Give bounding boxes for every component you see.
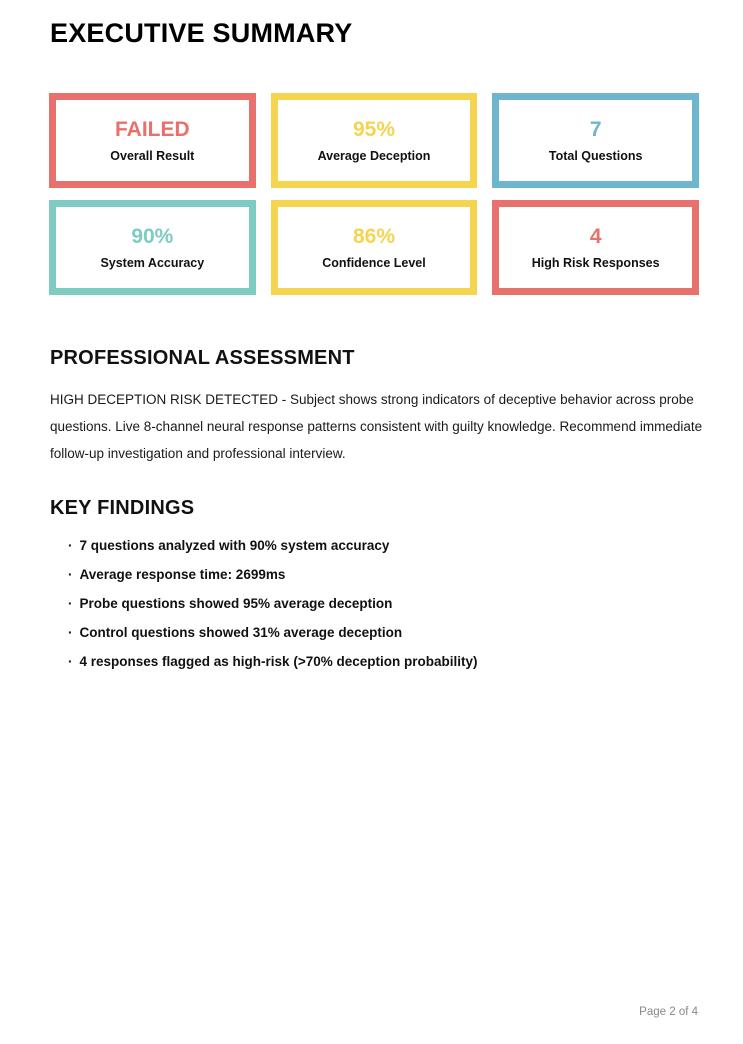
- stat-value: 90%: [131, 225, 174, 249]
- stat-value: FAILED: [114, 118, 190, 142]
- stat-label: Average Deception: [317, 149, 431, 164]
- finding-text: Control questions showed 31% average deception: [79, 625, 403, 641]
- finding-item: [68, 626, 743, 640]
- summary-stats-grid: [49, 93, 699, 295]
- stat-value: 86%: [352, 225, 395, 249]
- bullet-dot: ·: [68, 654, 73, 670]
- stat-card-system-accuracy: [49, 200, 256, 295]
- assessment-body-text: HIGH DECEPTION RISK DETECTED - Subject shows strong indicators of deceptive behavior across probe questions. Live 8-channel neural response patterns consistent with guilty knowledge. Recommend immediate follow-up investigation and professional interview.: [50, 392, 703, 462]
- stat-card-average-deception: [271, 93, 478, 188]
- findings-list: [50, 539, 743, 669]
- finding-text: 7 questions analyzed with 90% system accuracy: [79, 538, 390, 554]
- finding-item: [68, 597, 743, 611]
- page-number: Page 2 of 4: [639, 1006, 698, 1018]
- stat-label: System Accuracy: [100, 256, 205, 271]
- stat-value: 7: [589, 118, 602, 142]
- page-title: EXECUTIVE SUMMARY: [50, 18, 353, 48]
- stat-card-high-risk-responses: [492, 200, 699, 295]
- finding-text: Average response time: 2699ms: [79, 567, 286, 583]
- bullet-dot: ·: [68, 538, 73, 554]
- finding-text: 4 responses flagged as high-risk (>70% deception probability): [79, 654, 478, 670]
- bullet-dot: ·: [68, 596, 73, 612]
- stat-label: High Risk Responses: [531, 256, 660, 271]
- finding-item: [68, 655, 743, 669]
- finding-item: [68, 539, 743, 553]
- stat-value: 95%: [352, 118, 395, 142]
- bullet-dot: ·: [68, 625, 73, 641]
- stat-card-total-questions: [492, 93, 699, 188]
- section-heading-professional-assessment: PROFESSIONAL ASSESSMENT: [50, 347, 355, 370]
- stat-label: Overall Result: [110, 149, 195, 164]
- stat-label: Total Questions: [548, 149, 643, 164]
- stat-card-overall-result: [49, 93, 256, 188]
- bullet-dot: ·: [68, 567, 73, 583]
- stat-value: 4: [589, 225, 602, 249]
- finding-item: [68, 568, 743, 582]
- finding-text: Probe questions showed 95% average deception: [79, 596, 393, 612]
- stat-card-confidence-level: [271, 200, 478, 295]
- stat-label: Confidence Level: [322, 256, 426, 271]
- section-heading-key-findings: KEY FINDINGS: [50, 497, 195, 520]
